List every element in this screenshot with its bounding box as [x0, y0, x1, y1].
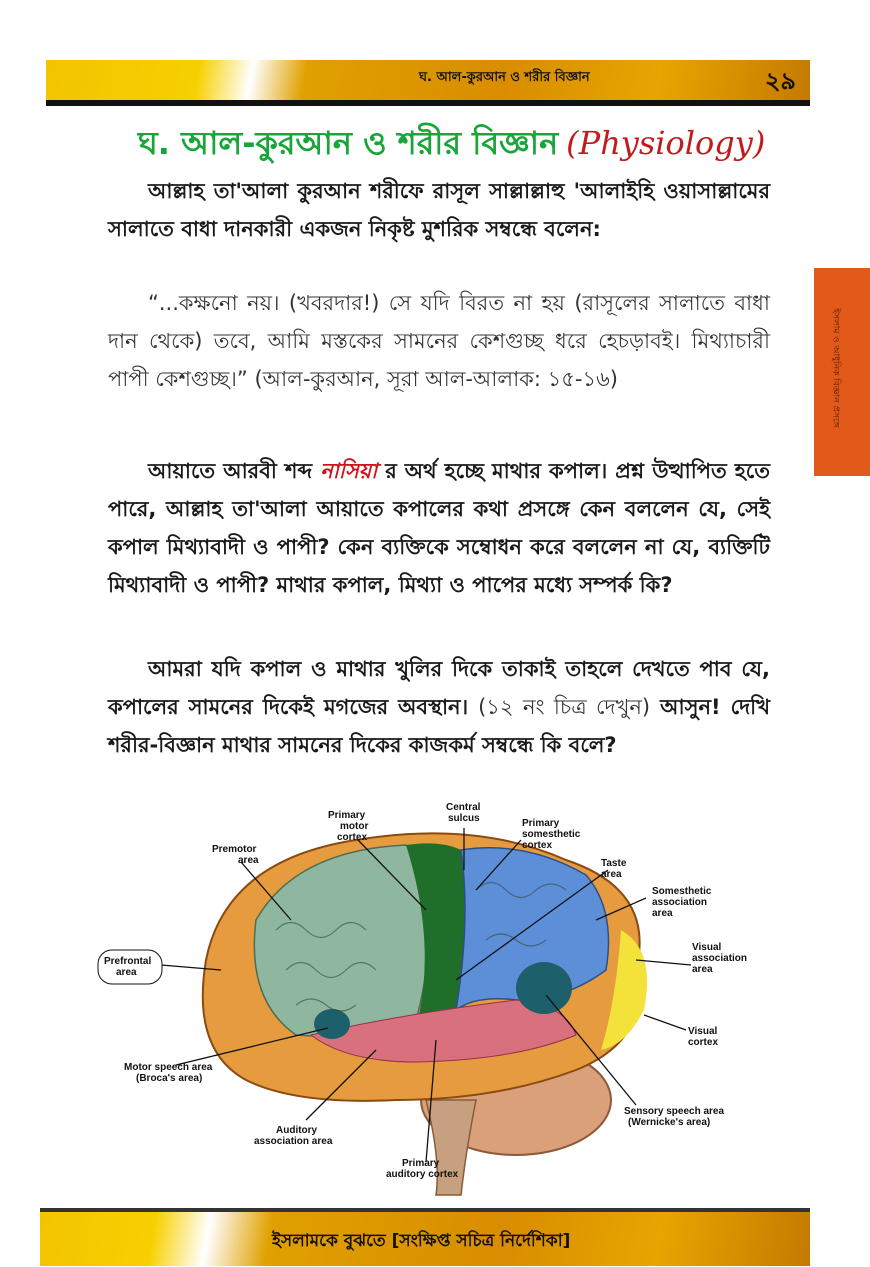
- footer-banner: [40, 1208, 810, 1266]
- p4-text-b: আসুন! দেখি শরীর-বিজ্ঞান মাথার সামনের দিকের কাজকর্ম সম্বন্ধে কি বলে?: [108, 695, 770, 757]
- label-text: Premotor: [212, 844, 257, 855]
- label-text: auditory cortex: [386, 1169, 459, 1180]
- label-text: Primary: [522, 818, 560, 829]
- arabic-term-nasiya: নাসিয়া: [320, 459, 378, 483]
- broca-area-shape: [314, 1009, 350, 1039]
- label-text: cortex: [337, 832, 368, 843]
- label-text: sulcus: [448, 813, 480, 824]
- label-text: Visual: [688, 1026, 718, 1037]
- label-text: Prefrontal: [104, 956, 152, 967]
- paragraph-nasiya: [108, 452, 770, 604]
- side-tab-label: ইসলাম ও আধুনিক বিজ্ঞান প্রসঙ্গে: [830, 308, 841, 428]
- label-text: area: [238, 855, 259, 866]
- label-text: cortex: [522, 840, 553, 851]
- label-text: cortex: [688, 1037, 719, 1048]
- p3-text-b: র অর্থ হচ্ছে মাথার কপাল। প্রশ্ন উত্থাপিত হতে পারে, আল্লাহ তা'আলা আয়াতে কপালের কথা প্রসঙ্গে কেন বললেন যে, সেই কপাল মিথ্যাবাদী ও পাপী? কেন ব্যক্তিকে সম্বোধন করে বললেন না যে, ব্যক্তিটি মিথ্যাবাদী ও পাপী? মাথার কপাল, মিথ্যা ও পাপের মধ্যে সম্পর্ক কি?: [108, 459, 771, 597]
- label-visual-association: [692, 942, 747, 975]
- p4-text-a: আমরা যদি কপাল ও মাথার খুলির দিকে তাকাই তাহলে দেখতে পাব যে, কপালের সামনের দিকেই মগজের অবস্থান।: [108, 657, 770, 719]
- figure-reference: (১২ নং চিত্র দেখুন): [478, 695, 651, 719]
- paragraph-brain: [108, 650, 770, 764]
- label-text: Primary: [402, 1158, 440, 1169]
- label-text: Taste: [601, 858, 627, 869]
- label-visual-cortex: [688, 1026, 718, 1048]
- label-text: association: [652, 897, 708, 908]
- label-text: Central: [446, 802, 481, 813]
- brain-diagram: [96, 800, 776, 1200]
- label-text: area: [692, 964, 713, 975]
- label-text: Sensory speech area: [624, 1106, 725, 1117]
- label-text: association: [692, 953, 748, 964]
- section-title: [138, 118, 765, 172]
- label-text: Somesthetic: [652, 886, 712, 897]
- header-banner: [46, 60, 810, 106]
- wernicke-area-shape: [516, 962, 572, 1014]
- paragraph-intro: আল্লাহ তা'আলা কুরআন শরীফে রাসূল সাল্লাল্লাহু 'আলাইহি ওয়াসাল্লামের সালাতে বাধা দানকারী একজন নিকৃষ্ট মুশরিক সম্বন্ধে বলেন:: [108, 179, 770, 241]
- label-premotor: [212, 844, 259, 866]
- label-motor-speech: [124, 1062, 213, 1084]
- label-primary-motor: [328, 810, 368, 843]
- label-text: area: [116, 967, 137, 978]
- label-text: Motor speech area: [124, 1062, 213, 1073]
- label-text: Visual: [692, 942, 722, 953]
- running-header-title: ঘ. আল-কুরআন ও শরীর বিজ্ঞান: [419, 70, 590, 85]
- label-text: area: [601, 869, 622, 880]
- label-sensory-speech: [624, 1106, 724, 1128]
- label-central-sulcus: [446, 802, 481, 824]
- paragraph-quote: “...কক্ষনো নয়। (খবরদার!) সে যদি বিরত না হয় (রাসূলের সালাতে বাধা দান থেকে) তবে, আমি মস্তকের সামনের কেশগুচ্ছ ধরে হেচড়াবই। মিথ্যাচারী পাপী কেশগুচ্ছ।” (আল-কুরআন, সূরা আল-আলাক: ১৫-১৬): [108, 291, 770, 391]
- label-text: motor: [340, 821, 369, 832]
- label-text: (Broca's area): [136, 1073, 203, 1084]
- section-title-english: (Physiology): [566, 124, 766, 162]
- label-somesthetic-association: [652, 886, 712, 919]
- label-text: (Wernicke's area): [628, 1117, 711, 1128]
- label-taste: [601, 858, 627, 880]
- label-text: Auditory: [276, 1125, 318, 1136]
- label-auditory-association: [254, 1125, 333, 1147]
- page-number: ২৯: [764, 67, 796, 95]
- label-primary-somesthetic: [522, 818, 581, 851]
- label-text: area: [652, 908, 673, 919]
- footer-book-title: ইসলামকে বুঝতে [সংক্ষিপ্ত সচিত্র নির্দেশিকা]: [272, 1231, 571, 1251]
- label-text: somesthetic: [522, 829, 581, 840]
- side-chapter-tab: [814, 268, 870, 476]
- section-title-bengali: ঘ. আল-কুরআন ও শরীর বিজ্ঞান: [138, 124, 559, 162]
- p3-text-a: আয়াতে আরবী শব্দ: [148, 459, 313, 483]
- label-text: association area: [254, 1136, 333, 1147]
- label-text: Primary: [328, 810, 366, 821]
